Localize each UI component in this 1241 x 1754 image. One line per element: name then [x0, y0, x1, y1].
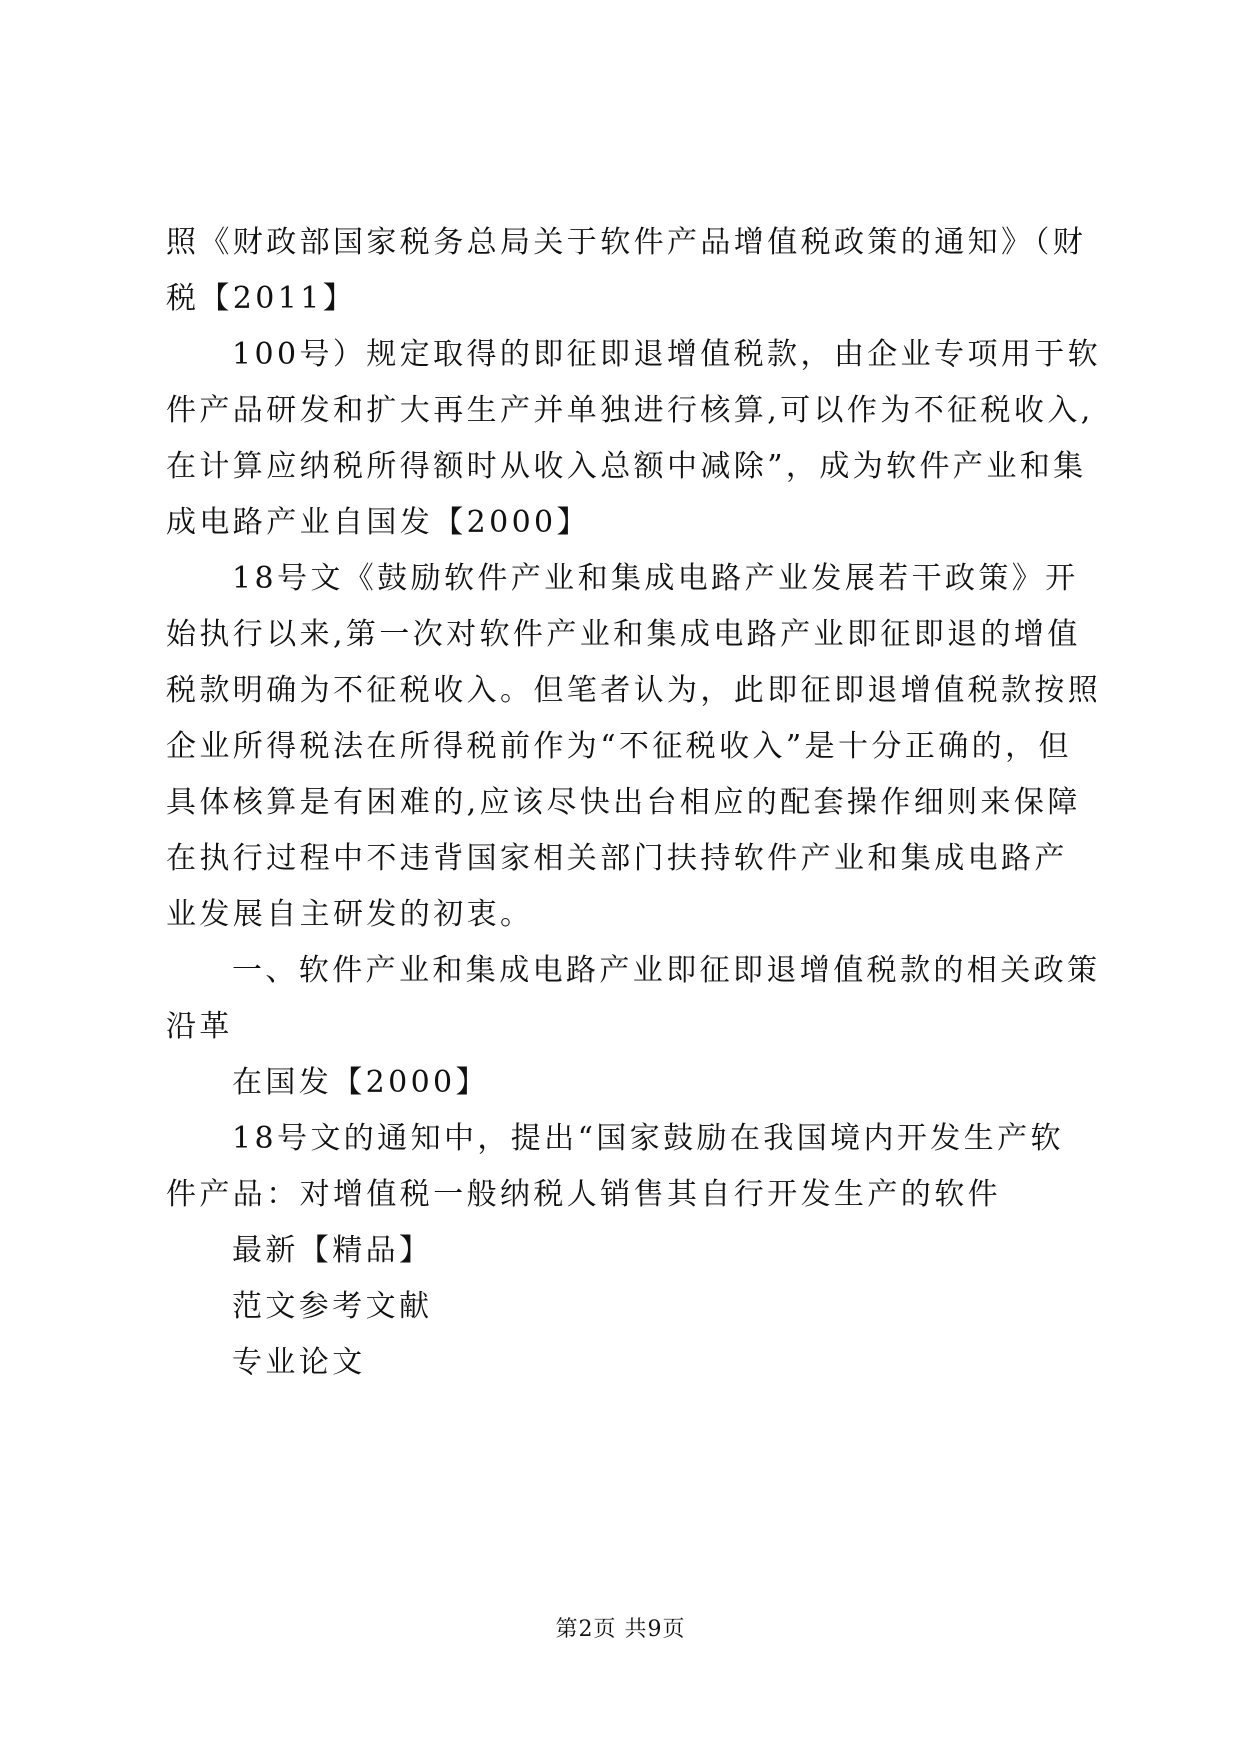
- text-line: 18号文《鼓励软件产业和集成电路产业发展若干政策》开: [232, 561, 1079, 596]
- text-line: 最新【精品】: [232, 1233, 433, 1268]
- text-line: 100号）规定取得的即征即退增值税款，由企业专项用于软: [232, 337, 1102, 372]
- text-line: 专业论文: [232, 1345, 366, 1380]
- text-line: 18号文的通知中，提出“国家鼓励在我国境内开发生产软: [232, 1121, 1064, 1156]
- text-line: 具体核算是有困难的,应该尽快出台相应的配套操作细则来保障: [166, 785, 1081, 820]
- text-line: 成电路产业自国发【2000】: [166, 505, 590, 540]
- text-line: 在执行过程中不违背国家相关部门扶持软件产业和集成电路产: [166, 841, 1068, 876]
- section-heading: 一、软件产业和集成电路产业即征即退增值税款的相关政策: [232, 953, 1101, 988]
- text-line: 业发展自主研发的初衷。: [166, 897, 534, 932]
- text-line: 始执行以来,第一次对软件产业和集成电路产业即征即退的增值: [166, 617, 1081, 652]
- text-line: 范文参考文献: [232, 1289, 433, 1324]
- text-line: 照《财政部国家税务总局关于软件产品增值税政策的通知》（财: [166, 225, 1087, 260]
- text-line: 在国发【2000】: [232, 1065, 489, 1100]
- text-line: 件产品研发和扩大再生产并单独进行核算,可以作为不征税收入,: [166, 393, 1094, 428]
- text-line: 税款明确为不征税收入。但笔者认为，此即征即退增值税款按照: [166, 673, 1102, 708]
- page-number-footer: 第2页 共9页: [555, 1617, 686, 1642]
- text-line: 在计算应纳税所得额时从收入总额中减除”，成为软件产业和集: [166, 449, 1087, 484]
- text-line: 税【2011】: [166, 281, 357, 316]
- text-line: 企业所得税法在所得税前作为“不征税收入”是十分正确的，但: [166, 729, 1072, 764]
- section-heading: 沿革: [166, 1009, 233, 1044]
- text-line: 件产品：对增值税一般纳税人销售其自行开发生产的软件: [166, 1177, 1001, 1212]
